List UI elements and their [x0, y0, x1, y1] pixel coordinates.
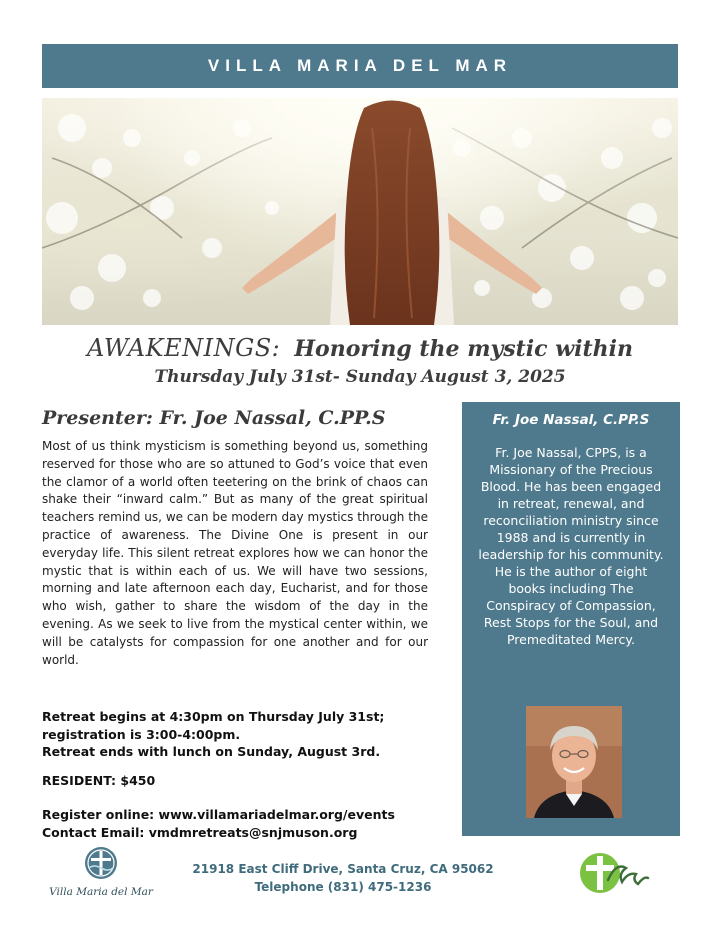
- hero-image: [42, 98, 678, 325]
- event-dates: Thursday July 31st- Sunday August 3, 2025: [154, 367, 566, 387]
- footer-phone: Telephone (831) 475-1236: [254, 880, 432, 894]
- schedule-registration: registration is 3:00-4:00pm.: [42, 726, 241, 742]
- presenter-heading: Presenter: Fr. Joe Nassal, C.PP.S: [42, 407, 386, 429]
- footer-contact: [186, 860, 500, 896]
- contact-email-link[interactable]: Contact Email: vmdmretreats@snjmuson.org: [42, 824, 358, 840]
- presenter-sidebar: [462, 402, 680, 836]
- event-title: [0, 334, 720, 362]
- villa-maria-del-mar-logo-text: Villa Maria del Mar: [49, 886, 153, 898]
- schedule-info: [42, 708, 452, 761]
- schedule-ends: Retreat ends with lunch on Sunday, August 3rd.: [42, 744, 381, 759]
- sidebar-title: Fr. Joe Nassal, C.PP.S: [492, 412, 650, 428]
- snjm-logo: [578, 850, 650, 896]
- presenter-portrait: [526, 706, 622, 818]
- villa-maria-del-mar-logo: [42, 846, 160, 908]
- register-online-link[interactable]: Register online: www.villamariadelmar.org/events: [42, 807, 395, 822]
- schedule-begins: Retreat begins at 4:30pm on Thursday July 31st;: [42, 709, 385, 724]
- presenter-bio: Fr. Joe Nassal, CPPS, is a Missionary of the Precious Blood. He has been engaged in retreat, renewal, and reconciliation ministry since 1988 and is currently in leadership for his community. He is the author of eight books including The Conspiracy of Compassion, Rest Stops for the Soul, and Premeditated Mercy.: [478, 445, 664, 647]
- registration-info: [42, 806, 452, 841]
- retreat-description: Most of us think mysticism is something beyond us, something reserved for those who are so attuned to God’s voice that even the clamor of a world often teetering on the brink of chaos can shake their “inward calm.” But as many of the great spiritual teachers remind us, we can be modern day mystics through the practice of awareness. The Divine One is present in our everyday life. This silent retreat explores how we can honor the mystic that is within each of us. We will have two sessions, morning and late afternoon each day, Eucharist, and for those who wish, gather to share the wisdom of the day in the evening. As we seek to live from the mystical center within, we will be catalysts for compassion for one another and for our world.: [42, 439, 428, 667]
- footer-address: 21918 East Cliff Drive, Santa Cruz, CA 95062: [192, 862, 494, 876]
- event-title-main: AWAKENINGS:: [86, 334, 281, 362]
- woman-among-blossoms-image: [42, 98, 678, 325]
- wave-cross-icon: [84, 846, 118, 880]
- event-title-sub: Honoring the mystic within: [294, 336, 634, 362]
- resident-price: RESIDENT: $450: [42, 773, 156, 788]
- header-banner: VILLA MARIA DEL MAR: [42, 44, 678, 88]
- snjm-mark-icon: [578, 850, 650, 896]
